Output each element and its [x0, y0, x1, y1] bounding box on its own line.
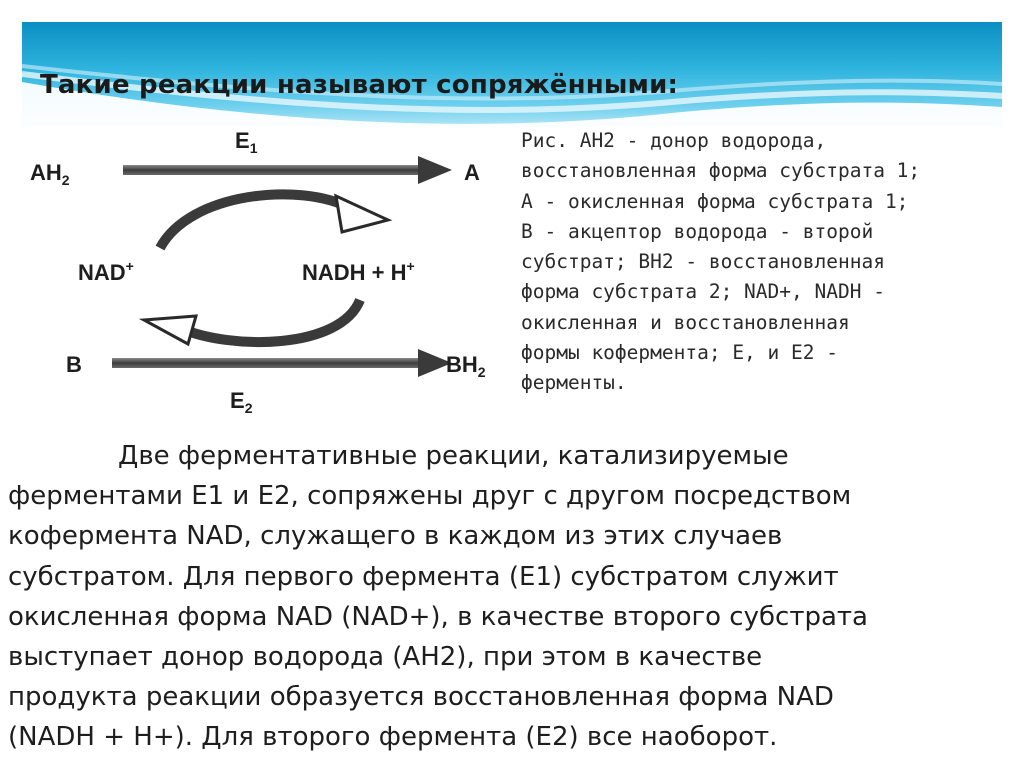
a-label: A — [464, 160, 480, 185]
caption-line: окисленная и восстановленная — [521, 310, 850, 334]
caption-line: формы кофермента; Е, и Е2 - — [521, 341, 838, 365]
enzyme-e1-label: $E_1$ — [235, 128, 258, 156]
body-line: продукта реакции образуется восстановленная форма NAD — [8, 682, 834, 713]
slide-title: Такие реакции называют сопряжёнными: — [40, 70, 679, 100]
nadh-label: NADH + H+ — [302, 258, 415, 285]
b-label: B — [66, 352, 82, 377]
body-line: ферментами Е1 и Е2, сопряжены друг с другом посредством — [8, 481, 852, 512]
body-line: кофермента NAD, служащего в каждом из этих случаев — [8, 521, 783, 552]
ah2-label: $AH_2$ — [30, 160, 70, 188]
body-line: Две ферментативные реакции, катализируемые — [118, 441, 789, 471]
coupled-reactions-diagram — [20, 120, 510, 420]
caption-line: форма субстрата 2; NAD+, NADH - — [521, 280, 885, 304]
top-reaction-arrow — [123, 156, 452, 184]
bottom-curved-arrow — [144, 300, 360, 344]
body-line: выступает донор водорода (АН2), при этом в качестве — [8, 641, 763, 672]
body-line: субстратом. Для первого фермента (Е1) субстратом служит — [8, 561, 839, 592]
caption-line: субстрат; ВН2 - восстановленная — [521, 250, 885, 274]
body-line: окисленная форма NAD (NAD+), в качестве второго субстрата — [8, 601, 868, 632]
caption-line: ферменты. — [521, 371, 627, 395]
bh2-label: $BH_2$ — [446, 352, 486, 380]
caption-line: восстановленная форма субстрата 1; — [521, 159, 921, 183]
figure-caption — [521, 126, 1016, 399]
caption-line: А - окисленная форма субстрата 1; — [521, 189, 909, 213]
body-paragraph — [8, 436, 1018, 758]
nad-plus-label: NAD+ — [78, 258, 134, 285]
body-line: (NADH + H+). Для второго фермента (Е2) все наоборот. — [8, 722, 778, 753]
caption-line: Рис. АН2 - донор водорода, — [521, 129, 827, 152]
caption-line: В - акцептор водорода - второй — [521, 219, 874, 243]
top-curved-arrow — [160, 194, 388, 248]
bottom-reaction-arrow — [112, 349, 452, 377]
enzyme-e2-label: $E_2$ — [230, 388, 253, 416]
